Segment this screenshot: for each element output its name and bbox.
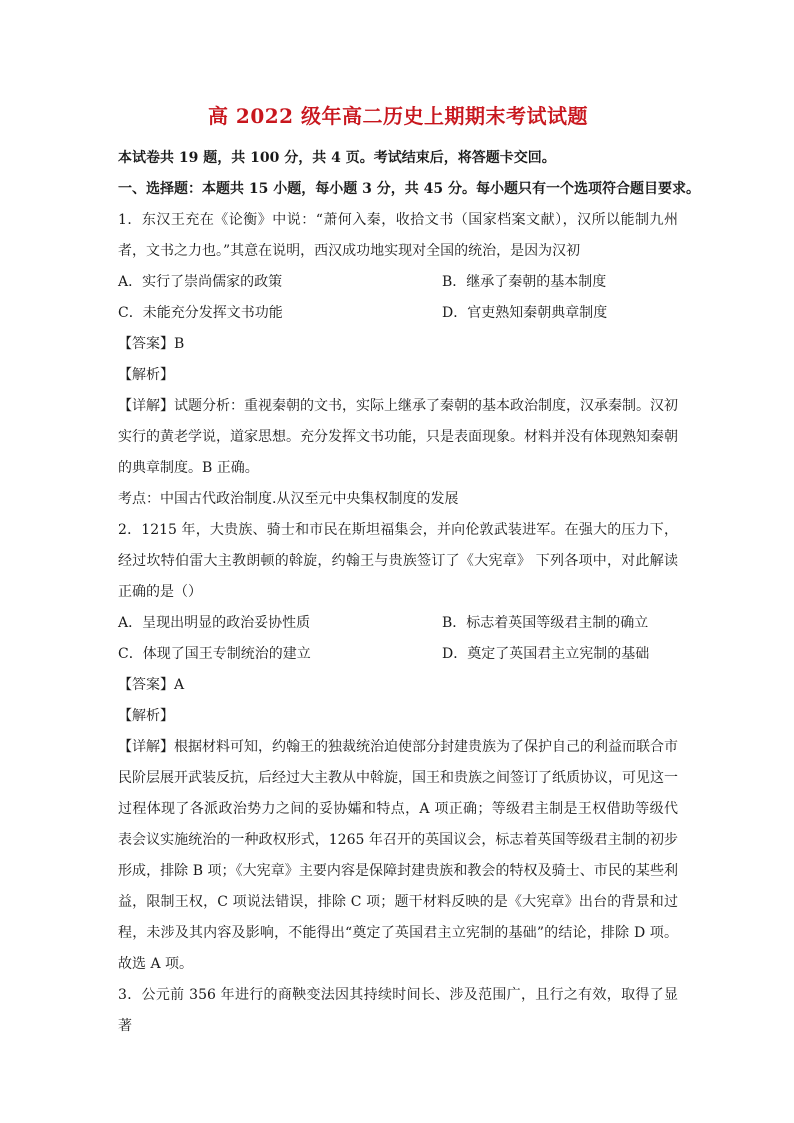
option-c: C．未能充分发挥文书功能 — [118, 305, 283, 321]
question-1-answer: 【答案】B — [118, 336, 185, 352]
question-1-stem: 1．东汉王充在《论衡》中说：“萧何入秦，收拾文书（国家档案文献），汉所以能制九州者，文书之力也。”其意在说明，西汉成功地实现对全国的统治，是因为汉初 — [118, 212, 678, 259]
question-2-options — [118, 608, 678, 670]
question-2-detail: 【详解】根据材料可知，约翰王的独裁统治迫使部分封建贵族为了保护自己的利益而联合市民阶层展开武装反抗，后经过大主教从中斡旋，国王和贵族之间签订了纸质协议，可见这一过程体现了各派政治势力之间的妥协孀和特点，A 项正确；等级君主制是王权借助等级代表会议实施统治的一种政权形式，1265 年召开的英国议会，标志着英国等级君主制的初步形成，排除 B 项；《大宪章》主要内容是保障封建贵族和教会的特权及骑士、市民的某些利益，限制王权，C 项说法错误，排除 C 项；题干材料反映的是《大宪章》出台的背景和过程，未涉及其内容及影响，不能得出“奠定了英国君主立宪制的基础”的结论，排除 D 项。故选 A 项。 — [118, 739, 678, 972]
question-1-kaodian: 考点：中国古代政治制度.从汉至元中央集权制度的发展 — [118, 491, 459, 507]
section-heading: 一、选择题：本题共 15 小题，每小题 3 分，共 45 分。每小题只有一个选项符合题目要求。 — [118, 181, 700, 197]
option-b: B．标志着英国等级君主制的确立 — [442, 615, 649, 631]
question-2-analysis-label: 【解析】 — [118, 708, 174, 724]
question-1-options — [118, 267, 678, 329]
exam-page — [118, 100, 700, 1042]
page-title: 高 2022 级年高二历史上期期末考试试题 — [207, 104, 589, 128]
question-1-analysis-label: 【解析】 — [118, 367, 174, 383]
option-a: A．实行了崇尚儒家的政策 — [118, 274, 283, 290]
question-1-detail: 【详解】试题分析：重视秦朝的文书，实际上继承了秦朝的基本政治制度，汉承秦制。汉初实行的黄老学说，道家思想。充分发挥文书功能，只是表面现象。材料并没有体现熟知秦朝的典章制度。B 正确。 — [118, 398, 678, 476]
exam-intro: 本试卷共 19 题，共 100 分，共 4 页。考试结束后，将答题卡交回。 — [118, 150, 556, 166]
question-3-stem: 3．公元前 356 年进行的商鞅变法因其持续时间长、涉及范围广，且行之有效，取得了显著 — [118, 987, 678, 1034]
question-2-answer: 【答案】A — [118, 677, 185, 693]
option-d: D．官吏熟知秦朝典章制度 — [442, 305, 608, 321]
question-2-stem: 2．1215 年，大贵族、骑士和市民在斯坦福集会，并向伦敦武装进军。在强大的压力下，经过坎特伯雷大主教朗顿的斡旋，约翰王与贵族签订了《大宪章》 下列各项中，对此解读正确的是（） — [118, 522, 678, 600]
option-d: D．奠定了英国君主立宪制的基础 — [442, 646, 650, 662]
option-b: B．继承了秦朝的基本制度 — [442, 274, 607, 290]
option-c: C．体现了国王专制统治的建立 — [118, 646, 311, 662]
option-a: A．呈现出明显的政治妥协性质 — [118, 615, 311, 631]
